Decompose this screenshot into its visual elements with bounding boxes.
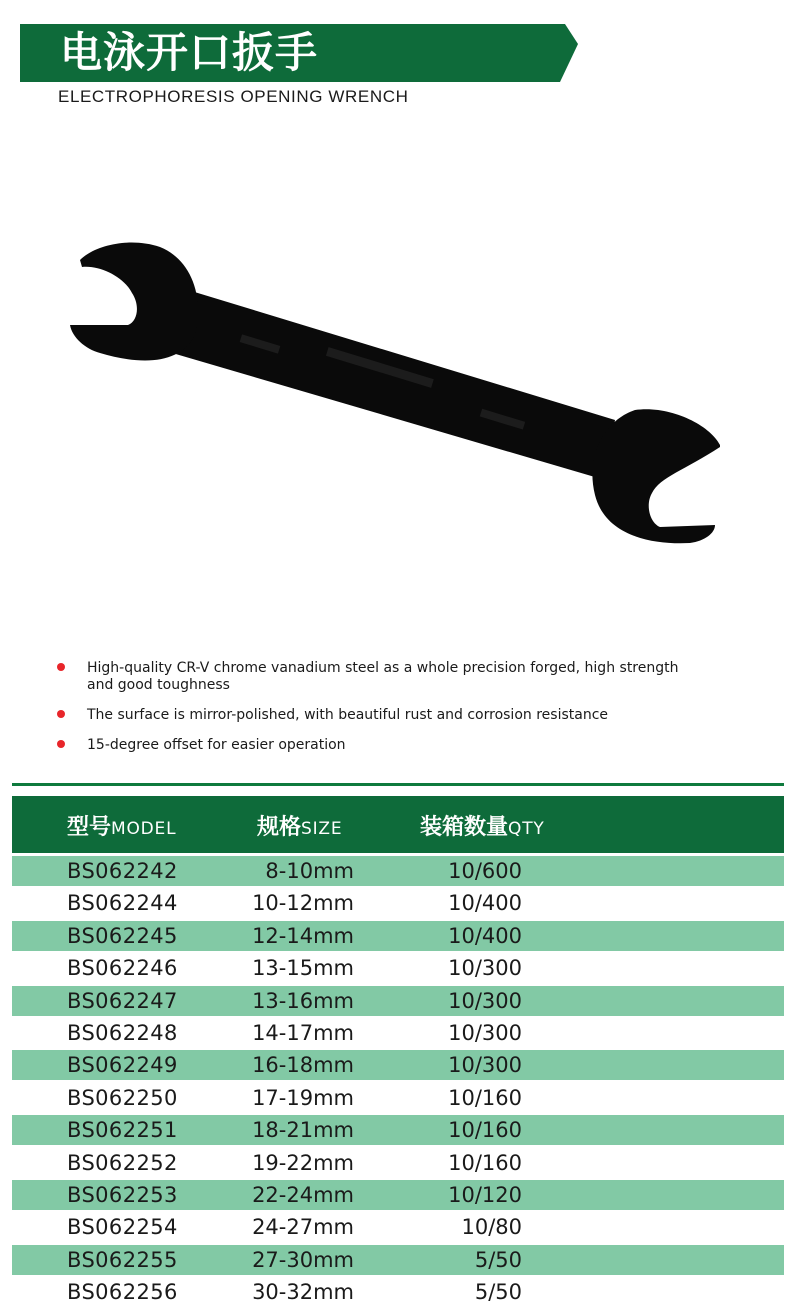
cell-model: BS062249 bbox=[67, 1053, 178, 1078]
feature-text: 15-degree offset for easier operation bbox=[87, 737, 346, 753]
table-row bbox=[12, 953, 784, 983]
cell-model: BS062251 bbox=[67, 1118, 178, 1143]
cell-size: 16-18mm bbox=[252, 1053, 354, 1078]
cell-qty: 10/120 bbox=[448, 1182, 522, 1207]
cell-size: 12-14mm bbox=[252, 923, 354, 948]
table-row bbox=[12, 1018, 784, 1048]
header-qty-cn: 装箱数量 bbox=[420, 815, 509, 840]
feature-text: High-quality CR-V chrome vanadium steel as a whole precision forged, high strength and good toughness bbox=[87, 660, 679, 693]
cell-model: BS062248 bbox=[67, 1020, 178, 1045]
feature-list bbox=[55, 660, 687, 767]
cell-qty: 10/160 bbox=[448, 1150, 522, 1175]
cell-model: BS062250 bbox=[67, 1085, 178, 1110]
cell-model: BS062244 bbox=[67, 891, 178, 916]
table-body bbox=[12, 856, 784, 1309]
page-subtitle: ELECTROPHORESIS OPENING WRENCH bbox=[58, 87, 409, 106]
bullet-icon bbox=[57, 663, 65, 671]
header-qty-en: QTY bbox=[508, 819, 545, 839]
cell-size: 14-17mm bbox=[252, 1020, 354, 1045]
table-row bbox=[12, 1148, 784, 1178]
cell-qty: 5/50 bbox=[474, 1247, 522, 1272]
cell-qty: 10/300 bbox=[448, 956, 522, 981]
cell-model: BS062254 bbox=[67, 1215, 178, 1240]
cell-qty: 10/300 bbox=[448, 1053, 522, 1078]
header-model-cn: 型号 bbox=[67, 815, 112, 840]
cell-qty: 10/600 bbox=[448, 859, 522, 883]
page-title: 电泳开口扳手 bbox=[60, 28, 319, 77]
cell-size: 30-32mm bbox=[252, 1280, 354, 1305]
title-banner bbox=[20, 24, 578, 82]
cell-qty: 10/300 bbox=[448, 1020, 522, 1045]
cell-size: 19-22mm bbox=[252, 1150, 354, 1175]
cell-size: 13-15mm bbox=[252, 956, 354, 981]
bullet-icon bbox=[57, 740, 65, 748]
cell-model: BS062242 bbox=[67, 859, 178, 883]
cell-model: BS062255 bbox=[67, 1247, 178, 1272]
cell-qty: 10/300 bbox=[448, 988, 522, 1013]
table-row bbox=[12, 888, 784, 918]
table-row bbox=[12, 986, 784, 1016]
cell-size: 22-24mm bbox=[252, 1182, 354, 1207]
cell-model: BS062246 bbox=[67, 956, 178, 981]
cell-size: 8-10mm bbox=[265, 859, 354, 883]
bullet-icon bbox=[57, 710, 65, 718]
table-top-divider bbox=[12, 783, 784, 786]
table-row bbox=[12, 856, 784, 886]
cell-size: 18-21mm bbox=[252, 1118, 354, 1143]
table-row bbox=[12, 921, 784, 951]
cell-size: 24-27mm bbox=[252, 1215, 354, 1240]
cell-model: BS062247 bbox=[67, 988, 178, 1013]
table-row bbox=[12, 1180, 784, 1210]
cell-qty: 5/50 bbox=[474, 1280, 522, 1305]
open-end-wrench-icon bbox=[60, 225, 730, 575]
header-size-cn: 规格 bbox=[257, 815, 302, 840]
cell-model: BS062256 bbox=[67, 1280, 178, 1305]
table-row bbox=[12, 1050, 784, 1080]
table-row bbox=[12, 1245, 784, 1275]
cell-size: 17-19mm bbox=[252, 1085, 354, 1110]
table-row bbox=[12, 1083, 784, 1113]
cell-size: 10-12mm bbox=[252, 891, 354, 916]
cell-size: 13-16mm bbox=[252, 988, 354, 1013]
header-size bbox=[257, 810, 342, 841]
table-row bbox=[12, 1212, 784, 1242]
cell-qty: 10/400 bbox=[448, 891, 522, 916]
cell-size: 27-30mm bbox=[252, 1247, 354, 1272]
header-size-en: SIZE bbox=[301, 819, 343, 839]
cell-qty: 10/80 bbox=[461, 1215, 522, 1240]
header-model bbox=[67, 810, 176, 841]
cell-qty: 10/160 bbox=[448, 1085, 522, 1110]
cell-model: BS062252 bbox=[67, 1150, 178, 1175]
header-qty bbox=[420, 810, 545, 841]
feature-item bbox=[55, 660, 687, 694]
table-row bbox=[12, 1115, 784, 1145]
product-image bbox=[60, 225, 730, 579]
header-model-en: MODEL bbox=[111, 819, 177, 839]
feature-item bbox=[55, 707, 687, 724]
cell-qty: 10/400 bbox=[448, 923, 522, 948]
cell-model: BS062253 bbox=[67, 1182, 178, 1207]
cell-model: BS062245 bbox=[67, 923, 178, 948]
table-row bbox=[12, 1277, 784, 1307]
table-header bbox=[12, 796, 784, 853]
feature-item bbox=[55, 737, 687, 754]
cell-qty: 10/160 bbox=[448, 1118, 522, 1143]
feature-text: The surface is mirror-polished, with beautiful rust and corrosion resistance bbox=[87, 707, 609, 723]
